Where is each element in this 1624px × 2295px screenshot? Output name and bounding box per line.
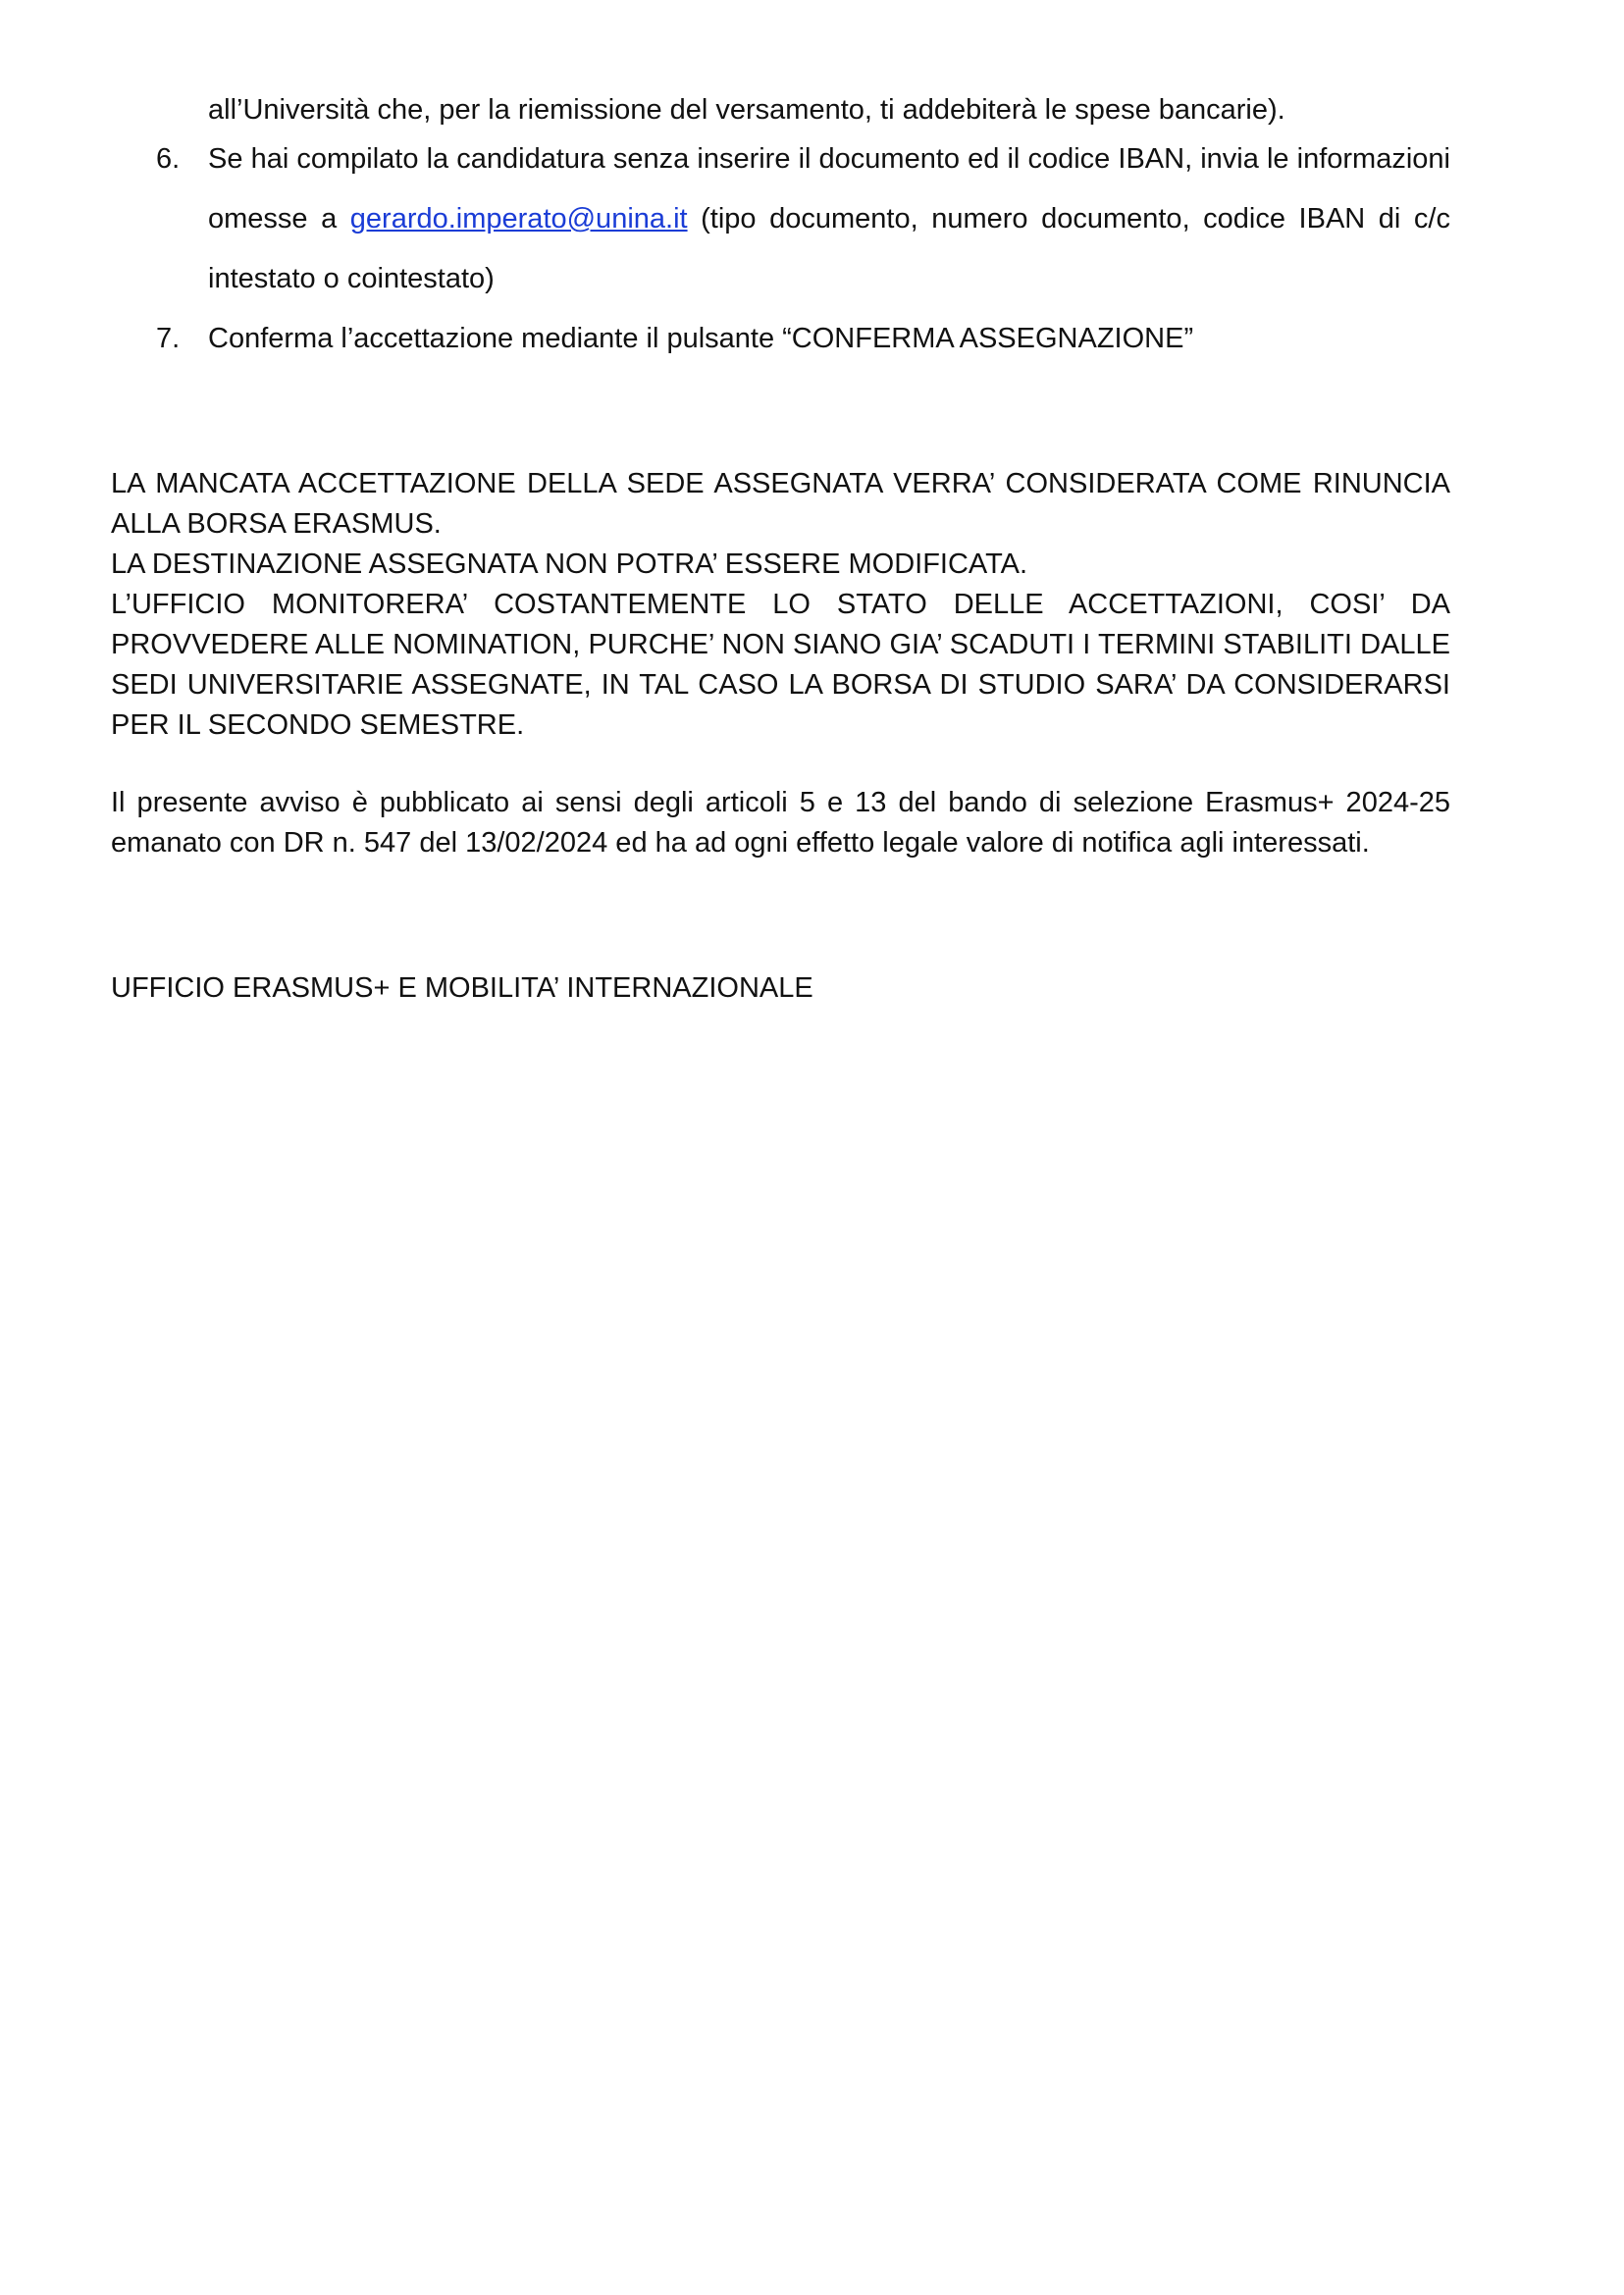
notice-paragraph-destinazione: LA DESTINAZIONE ASSEGNATA NON POTRA’ ESSERE MODIFICATA. xyxy=(111,548,1028,580)
list-item-text-before-link: Se hai compilato la candidatura senza inserire il documento ed il codice IBAN, invia le informazioni omesse a xyxy=(208,143,1450,235)
notice-paragraph-rinuncia: LA MANCATA ACCETTAZIONE DELLA SEDE ASSEGNATA VERRA’ CONSIDERATA COME RINUNCIA ALLA BORSA ERASMUS. xyxy=(111,468,1450,540)
list-item-number: 6. xyxy=(156,143,181,175)
signature-office: UFFICIO ERASMUS+ E MOBILITA’ INTERNAZIONALE xyxy=(111,972,813,1004)
document-body xyxy=(111,90,1450,1008)
list-item-text: Conferma l’accettazione mediante il pulsante “CONFERMA ASSEGNAZIONE” xyxy=(208,323,1194,354)
continuation-line: all’Università che, per la riemissione del versamento, ti addebiterà le spese bancarie). xyxy=(208,94,1285,126)
legal-notice-block xyxy=(111,783,1450,863)
list-item-6 xyxy=(111,139,1450,309)
notice-block xyxy=(111,464,1450,746)
list-item-number: 7. xyxy=(156,323,181,354)
list-item-text-after-link: (tipo documento, numero documento, codice IBAN di c/c intestato o cointestato) xyxy=(208,203,1450,294)
legal-notice-text: Il presente avviso è pubblicato ai sensi degli articoli 5 e 13 del bando di selezione Erasmus+ 2024-25 emanato con DR n. 547 del 13/02/2024 ed ha ad ogni effetto legale valore di notifica agli interessati. xyxy=(111,787,1450,859)
notice-paragraph-monitoraggio: L’UFFICIO MONITORERA’ COSTANTEMENTE LO STATO DELLE ACCETTAZIONI, COSI’ DA PROVVEDERE ALLE NOMINATION, PURCHE’ NON SIANO GIA’ SCADUTI I TERMINI STABILITI DALLE SEDI UNIVERSITARIE ASSEGNATE, IN TAL CASO LA BORSA DI STUDIO SARA’ DA CONSIDERARSI PER IL SECONDO SEMESTRE. xyxy=(111,589,1450,741)
list-item-7 xyxy=(111,319,1450,358)
email-link[interactable]: gerardo.imperato@unina.it xyxy=(349,203,688,235)
list-item-text xyxy=(208,130,1450,309)
